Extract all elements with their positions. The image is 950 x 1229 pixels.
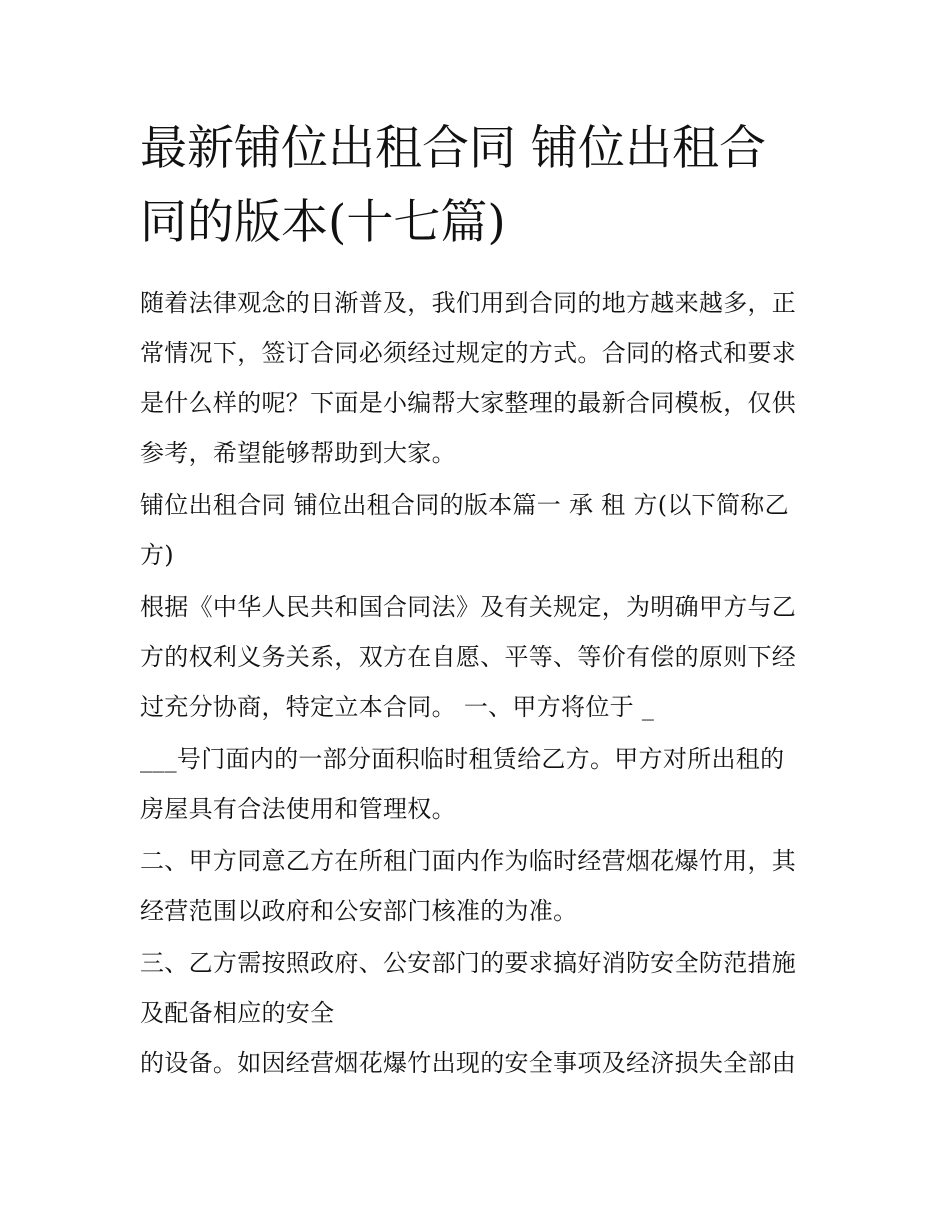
body-line-10: ___号门面内的一部分面积临时租赁给乙方。甲方对所出租的 [140,745,785,773]
body-line-8: 方的权利义务关系，双方在自愿、平等、等价有偿的原则下经 [140,643,797,671]
body-line-12: 二、甲方同意乙方在所租门面内作为临时经营烟花爆竹用，其 [140,847,797,875]
body-line-6: 方) [140,541,174,569]
body-line-5: 铺位出租合同 铺位出租合同的版本篇一 承 租 方(以下简称乙 [140,491,789,519]
body-line-1: 随着法律观念的日渐普及，我们用到合同的地方越来越多，正 [140,289,797,317]
body-line-14: 三、乙方需按照政府、公安部门的要求搞好消防安全防范措施 [140,949,797,977]
title-line-1: 最新铺位出租合同 铺位出租合 [140,121,766,176]
body-line-4: 参考，希望能够帮助到大家。 [140,439,456,467]
title-line-2: 同的版本(十七篇) [140,195,506,250]
body-line-15: 及配备相应的安全 [140,999,335,1027]
body-line-13: 经营范围以政府和公安部门核准的为准。 [140,897,578,925]
document-title [140,112,830,260]
body-line-2: 常情况下，签订合同必须经过规定的方式。合同的格式和要求 [140,339,797,367]
body-line-7: 根据《中华人民共和国合同法》及有关规定，为明确甲方与乙 [140,593,797,621]
body-line-3: 是什么样的呢？下面是小编帮大家整理的最新合同模板，仅供 [140,389,797,417]
body-line-11: 房屋具有合法使用和管理权。 [140,795,456,823]
body-line-9: 过充分协商，特定立本合同。 一、甲方将位于 _ [140,693,655,721]
body-line-16: 的设备。如因经营烟花爆竹出现的安全事项及经济损失全部由 [140,1049,797,1077]
